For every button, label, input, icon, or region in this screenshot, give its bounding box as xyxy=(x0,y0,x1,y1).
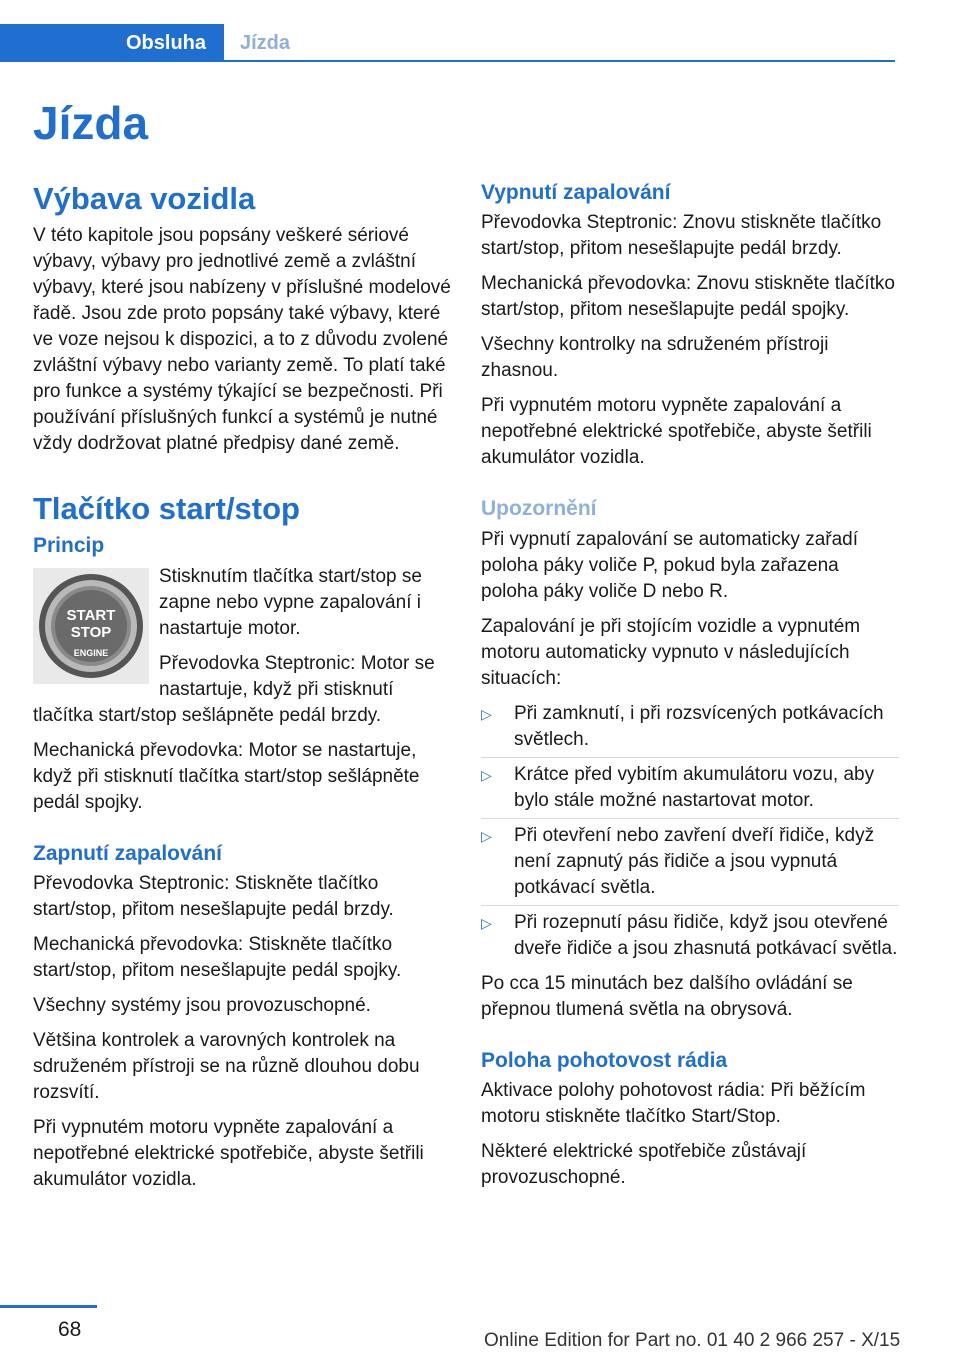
tab-obsluha-label: Obsluha xyxy=(125,31,206,54)
radio-standby-p1: Aktivace polohy pohotovost rádia: Při běžícím motoru stiskněte tlačítko Start/Stop. xyxy=(481,1079,866,1127)
princip-p1: Stisknutím tlačítka start/stop se zapne nebo vypne zapalování i nastartuje motor. xyxy=(159,565,422,639)
triangle-bullet-icon: ▷ xyxy=(481,705,492,722)
princip-title: Princip xyxy=(33,534,105,558)
section-vybava-text: V této kapitole jsou popsány veškeré sériové výbavy, výbavy pro jednotlivé země a zvláštní výbavy, které jsou nabízeny v příslušné modelové řadě. Jsou zde proto popsány také výbavy, které ve voze nejsou k dispozici, a to z důvodu zvolené zvláštní výbavy nebo varianty země. To platí také pro funkce a systémy týkající se bezpečnosti. Při používání příslušných funkcí a systémů je nutné vždy dodržovat platné předpisy dané země. xyxy=(33,225,451,455)
triangle-bullet-icon: ▷ xyxy=(481,914,492,931)
list-item xyxy=(481,823,899,901)
ignition-on-p1: Převodovka Steptronic: Stiskněte tlačítko start/stop, přitom nesešlapujte pedál brzdy. xyxy=(33,872,394,920)
left-column xyxy=(33,180,451,1202)
list-item-text: Při zamknutí, i při rozsvícených potkávacích světlech. xyxy=(514,702,884,750)
page-number: 68 xyxy=(58,1318,82,1341)
section-start-stop-title: Tlačítko start/stop xyxy=(33,491,300,527)
warning-p2: Zapalování je při stojícím vozidle a vypnutém motoru automaticky vypnuto v následujících situacích: xyxy=(481,615,861,689)
ignition-off-p1: Převodovka Steptronic: Znovu stiskněte tlačítko start/stop, přitom nesešlapujte pedál brzdy. xyxy=(481,212,882,260)
list-item xyxy=(481,762,899,814)
ignition-off-p3: Všechny kontrolky na sdruženém přístroji zhasnou. xyxy=(481,334,829,382)
ignition-on-p2: Mechanická převodovka: Stiskněte tlačítko start/stop, přitom nesešlapujte pedál spojky. xyxy=(33,933,402,981)
ignition-on-p3: Všechny systémy jsou provozuschopné. xyxy=(33,994,371,1016)
list-item xyxy=(481,701,899,753)
warning-p1: Při vypnutí zapalování se automaticky zařadí poloha páky voliče P, pokud byla zařazena poloha páky voliče D nebo R. xyxy=(481,528,859,602)
chapter-title: Jízda xyxy=(33,97,149,149)
list-item-text: Při otevření nebo zavření dveří řidiče, když není zapnutý pás řidiče a jsou vypnutá potkávací světla. xyxy=(514,824,875,898)
ignition-on-p4: Většina kontrolek a varovných kontrolek na sdruženém přístroji se na různě dlouhou dobu rozsvítí. xyxy=(33,1029,420,1103)
triangle-bullet-icon: ▷ xyxy=(481,827,492,844)
section-vybava-title: Výbava vozidla xyxy=(33,181,256,216)
button-text-stop: STOP xyxy=(70,623,112,641)
warning-title: Upozornění xyxy=(481,497,597,521)
footer-edition: Online Edition for Part no. 01 40 2 966 257 - X/15 xyxy=(484,1330,901,1351)
list-item xyxy=(481,910,899,962)
ignition-off-p2: Mechanická převodovka: Znovu stiskněte tlačítko start/stop, přitom nesešlapujte pedál spojky. xyxy=(481,273,895,321)
princip-p3: Mechanická převodovka: Motor se nastartuje, když při stisknutí tlačítka start/stop sešlápněte pedál spojky. xyxy=(33,739,420,813)
ignition-on-p5: Při vypnutém motoru vypněte zapalování a nepotřebné elektrické spotřebiče, abyste šetřili akumulátor vozidla. xyxy=(33,1116,424,1190)
radio-standby-title: Poloha pohotovost rádia xyxy=(481,1048,728,1072)
footer-rule xyxy=(0,1305,97,1308)
ignition-off-title: Vypnutí zapalování xyxy=(481,181,671,204)
start-stop-button-icon xyxy=(37,572,145,680)
list-item-text: Krátce před vybitím akumulátoru vozu, aby bylo stále možné nastartovat motor. xyxy=(514,763,875,811)
radio-standby-p2: Některé elektrické spotřebiče zůstávají provozuschopné. xyxy=(481,1140,807,1188)
ignition-off-p4: Při vypnutém motoru vypněte zapalování a nepotřebné elektrické spotřebiče, abyste šetřili akumulátor vozidla. xyxy=(481,395,872,469)
header-rule xyxy=(224,60,895,62)
list-item-text: Při rozepnutí pásu řidiče, když jsou otevřené dveře řidiče a jsou zhasnutá potkávací světla. xyxy=(514,911,898,959)
princip-p2: Převodovka Steptronic: Motor se nastartuje, když při stisknutí tlačítka start/stop sešlápněte pedál brzdy. xyxy=(33,652,435,726)
triangle-bullet-icon: ▷ xyxy=(481,766,492,783)
button-text-start: START xyxy=(66,606,116,624)
warning-list xyxy=(481,701,899,962)
header-tabbar xyxy=(0,24,895,62)
ignition-on-title: Zapnutí zapalování xyxy=(33,841,223,865)
start-stop-button-image xyxy=(33,568,149,684)
tab-jizda[interactable]: Jízda xyxy=(240,32,291,54)
right-column xyxy=(481,180,899,1200)
warning-p3: Po cca 15 minutách bez dalšího ovládání se přepnou tlumená světla na obrysová. xyxy=(481,972,853,1020)
princip-block xyxy=(33,564,451,738)
tab-obsluha[interactable] xyxy=(0,24,224,62)
button-text-engine: ENGINE xyxy=(73,647,109,658)
